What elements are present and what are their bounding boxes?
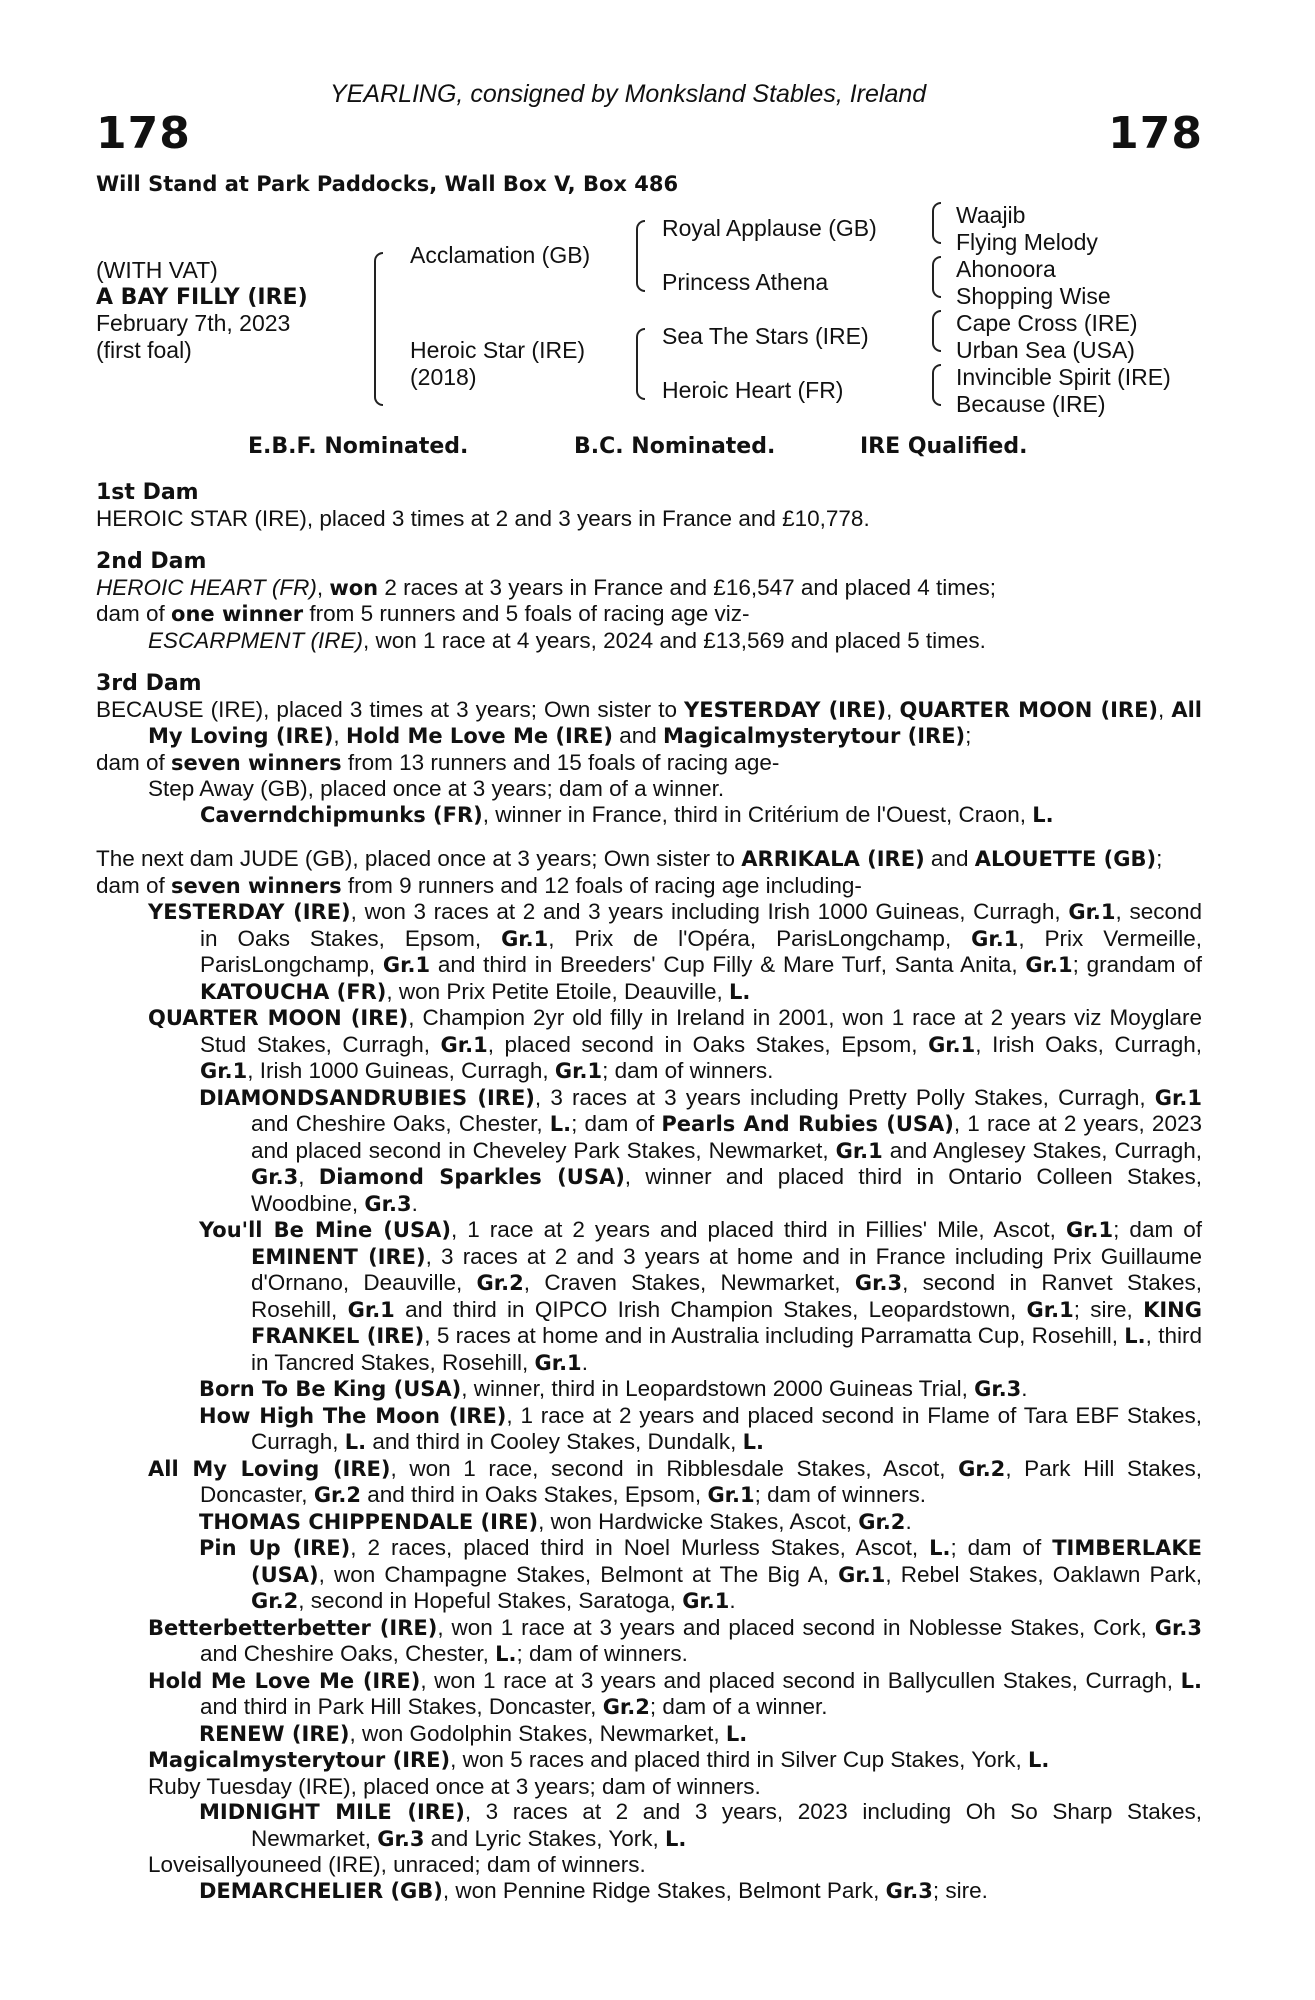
pedigree-sire: Acclamation (GB) (410, 242, 591, 268)
pedigree-dam-year: (2018) (410, 364, 477, 390)
horse-name: A BAY FILLY (IRE) (96, 285, 308, 310)
catalogue-paragraph: QUARTER MOON (IRE), Champion 2yr old filly in Ireland in 2001, won 1 race at 2 years viz Moyglare Stud Stakes, Curragh, Gr.1, placed second in Oaks Stakes, Epsom, Gr.1, Irish Oaks, Curragh, Gr.1, Irish 1000 Guineas, Curragh, Gr.1; dam of winners. (148, 1005, 1202, 1083)
pedigree-bracket-ds (932, 310, 941, 352)
pedigree-bracket-gen1 (374, 252, 383, 406)
catalogue-paragraph: Magicalmysterytour (IRE), won 5 races and placed third in Silver Cup Stakes, York, L. (148, 1747, 1050, 1772)
pedigree-sdd: Shopping Wise (956, 283, 1111, 309)
pedigree-sds: Ahonoora (956, 256, 1056, 282)
section-heading: 2nd Dam (96, 549, 207, 574)
catalogue-paragraph: Born To Be King (USA), winner, third in Leopardstown 2000 Guineas Trial, Gr.3. (199, 1376, 1028, 1401)
nomination-ire: IRE Qualified. (860, 434, 1028, 459)
pedigree-dam: Heroic Star (IRE) (410, 337, 586, 363)
catalogue-paragraph: HEROIC HEART (FR), won 2 races at 3 years in France and £16,547 and placed 4 times; (96, 574, 997, 600)
pedigree-bracket-dd (932, 364, 941, 406)
catalogue-paragraph: DEMARCHELIER (GB), won Pennine Ridge Stakes, Belmont Park, Gr.3; sire. (199, 1877, 988, 1903)
pedigree-ssd: Flying Melody (956, 229, 1098, 255)
pedigree-dam-dam: Heroic Heart (FR) (662, 377, 844, 403)
catalogue-paragraph: Ruby Tuesday (IRE), placed once at 3 years; dam of winners. (148, 1773, 761, 1799)
catalogue-page-body (96, 480, 1202, 1904)
catalogue-paragraph: Loveisallyouneed (IRE), unraced; dam of winners. (148, 1852, 646, 1877)
catalogue-paragraph: The next dam JUDE (GB), placed once at 3 years; Own sister to ARRIKALA (IRE) and ALOUETTE (GB); (96, 846, 1163, 871)
pedigree-sire-dam: Princess Athena (662, 269, 829, 295)
catalogue-paragraph: Pin Up (IRE), 2 races, placed third in Noel Murless Stakes, Ascot, L.; dam of TIMBERLAKE (USA), won Champagne Stakes, Belmont at The Big A, Gr.1, Rebel Stakes, Oaklawn Park, Gr.2, second in Hopeful Stakes, Saratoga, Gr.1. (199, 1535, 1202, 1613)
pedigree-dss: Cape Cross (IRE) (956, 310, 1138, 336)
foaling-date: February 7th, 2023 (96, 310, 291, 336)
catalogue-paragraph: dam of one winner from 5 runners and 5 foals of racing age viz- (96, 601, 750, 626)
nomination-bc: B.C. Nominated. (574, 434, 776, 459)
pedigree-dds: Invincible Spirit (IRE) (956, 364, 1171, 390)
vat-note: (WITH VAT) (96, 257, 218, 283)
catalogue-paragraph: RENEW (IRE), won Godolphin Stakes, Newmarket, L. (199, 1720, 748, 1746)
pedigree-dam-sire: Sea The Stars (IRE) (662, 323, 869, 349)
catalogue-paragraph: YESTERDAY (IRE), won 3 races at 2 and 3 years including Irish 1000 Guineas, Curragh, Gr.1, second in Oaks Stakes, Epsom, Gr.1, Prix de l'Opéra, ParisLongchamp, Gr.1, Prix Vermeille, ParisLongchamp, Gr.1 and third in Breeders' Cup Filly & Mare Turf, Santa Anita, Gr.1; grandam of KATOUCHA (FR), won Prix Petite Etoile, Deauville, L. (148, 899, 1202, 1004)
section-heading: 1st Dam (96, 480, 199, 505)
catalogue-paragraph: BECAUSE (IRE), placed 3 times at 3 years; Own sister to YESTERDAY (IRE), QUARTER MOON (IRE), All My Loving (IRE), Hold Me Love Me (IRE) and Magicalmysterytour (IRE); (96, 696, 1203, 748)
pedigree-dsd: Urban Sea (USA) (956, 337, 1135, 363)
catalogue-paragraph: All My Loving (IRE), won 1 race, second in Ribblesdale Stakes, Ascot, Gr.2, Park Hill Stakes, Doncaster, Gr.2 and third in Oaks Stakes, Epsom, Gr.1; dam of winners. (148, 1455, 1202, 1507)
pedigree-ddd: Because (IRE) (956, 391, 1106, 417)
catalogue-paragraph: You'll Be Mine (USA), 1 race at 2 years and placed third in Fillies' Mile, Ascot, Gr.1; dam of EMINENT (IRE), 3 races at 2 and 3 years at home and in France including Prix Guillaume d'Ornano, Deauville, Gr.2, Craven Stakes, Newmarket, Gr.3, second in Ranvet Stakes, Rosehill, Gr.1 and third in QIPCO Irish Champion Stakes, Leopardstown, Gr.1; sire, KING FRANKEL (IRE), 5 races at home and in Australia including Parramatta Cup, Rosehill, L., third in Tancred Stakes, Rosehill, Gr.1. (199, 1217, 1203, 1375)
pedigree-bracket-sd (932, 256, 941, 298)
catalogue-subtitle: YEARLING, consigned by Monksland Stables, Ireland (330, 80, 927, 108)
catalogue-paragraph: HEROIC STAR (IRE), placed 3 times at 2 and 3 years in France and £10,778. (96, 505, 870, 531)
pedigree-bracket-dam (636, 328, 645, 400)
foal-note: (first foal) (96, 337, 192, 363)
catalogue-paragraph: Caverndchipmunks (FR), winner in France, third in Critérium de l'Ouest, Craon, L. (200, 801, 1054, 827)
section-heading: 3rd Dam (96, 671, 202, 696)
catalogue-paragraph: ESCARPMENT (IRE), won 1 race at 4 years, 2024 and £13,569 and placed 5 times. (148, 627, 986, 653)
catalogue-paragraph: MIDNIGHT MILE (IRE), 3 races at 2 and 3 years, 2023 including Oh So Sharp Stakes, Newmarket, Gr.3 and Lyric Stakes, York, L. (199, 1799, 1202, 1851)
pedigree-sss: Waajib (956, 202, 1026, 228)
lot-number-right: 178 (1108, 108, 1203, 159)
catalogue-paragraph: Step Away (GB), placed once at 3 years; dam of a winner. (148, 776, 725, 801)
catalogue-paragraph: DIAMONDSANDRUBIES (IRE), 3 races at 3 years including Pretty Polly Stakes, Curragh, Gr.1 and Cheshire Oaks, Chester, L.; dam of Pearls And Rubies (USA), 1 race at 2 years, 2023 and placed second in Cheveley Park Stakes, Newmarket, Gr.1 and Anglesey Stakes, Curragh, Gr.3, Diamond Sparkles (USA), winner and placed third in Ontario Colleen Stakes, Woodbine, Gr.3. (199, 1084, 1202, 1216)
catalogue-paragraph: THOMAS CHIPPENDALE (IRE), won Hardwicke Stakes, Ascot, Gr.2. (199, 1508, 912, 1534)
catalogue-paragraph: dam of seven winners from 13 runners and 15 foals of racing age- (96, 749, 780, 775)
lot-number-left: 178 (96, 108, 191, 159)
pedigree-bracket-sire (636, 220, 645, 292)
nomination-ebf: E.B.F. Nominated. (248, 434, 469, 459)
catalogue-paragraph: Betterbetterbetter (IRE), won 1 race at 3 years and placed second in Noblesse Stakes, Cork, Gr.3 and Cheshire Oaks, Chester, L.; dam of winners. (148, 1614, 1202, 1666)
stand-location: Will Stand at Park Paddocks, Wall Box V, Box 486 (96, 172, 679, 196)
catalogue-paragraph: How High The Moon (IRE), 1 race at 2 years and placed second in Flame of Tara EBF Stakes, Curragh, L. and third in Cooley Stakes, Dundalk, L. (199, 1402, 1202, 1454)
pedigree-sire-sire: Royal Applause (GB) (662, 215, 877, 241)
pedigree-bracket-ss (932, 202, 941, 244)
catalogue-paragraph: dam of seven winners from 9 runners and 12 foals of racing age including- (96, 872, 862, 898)
catalogue-paragraph: Hold Me Love Me (IRE), won 1 race at 3 years and placed second in Ballycullen Stakes, Curragh, L. and third in Park Hill Stakes, Doncaster, Gr.2; dam of a winner. (148, 1667, 1202, 1719)
